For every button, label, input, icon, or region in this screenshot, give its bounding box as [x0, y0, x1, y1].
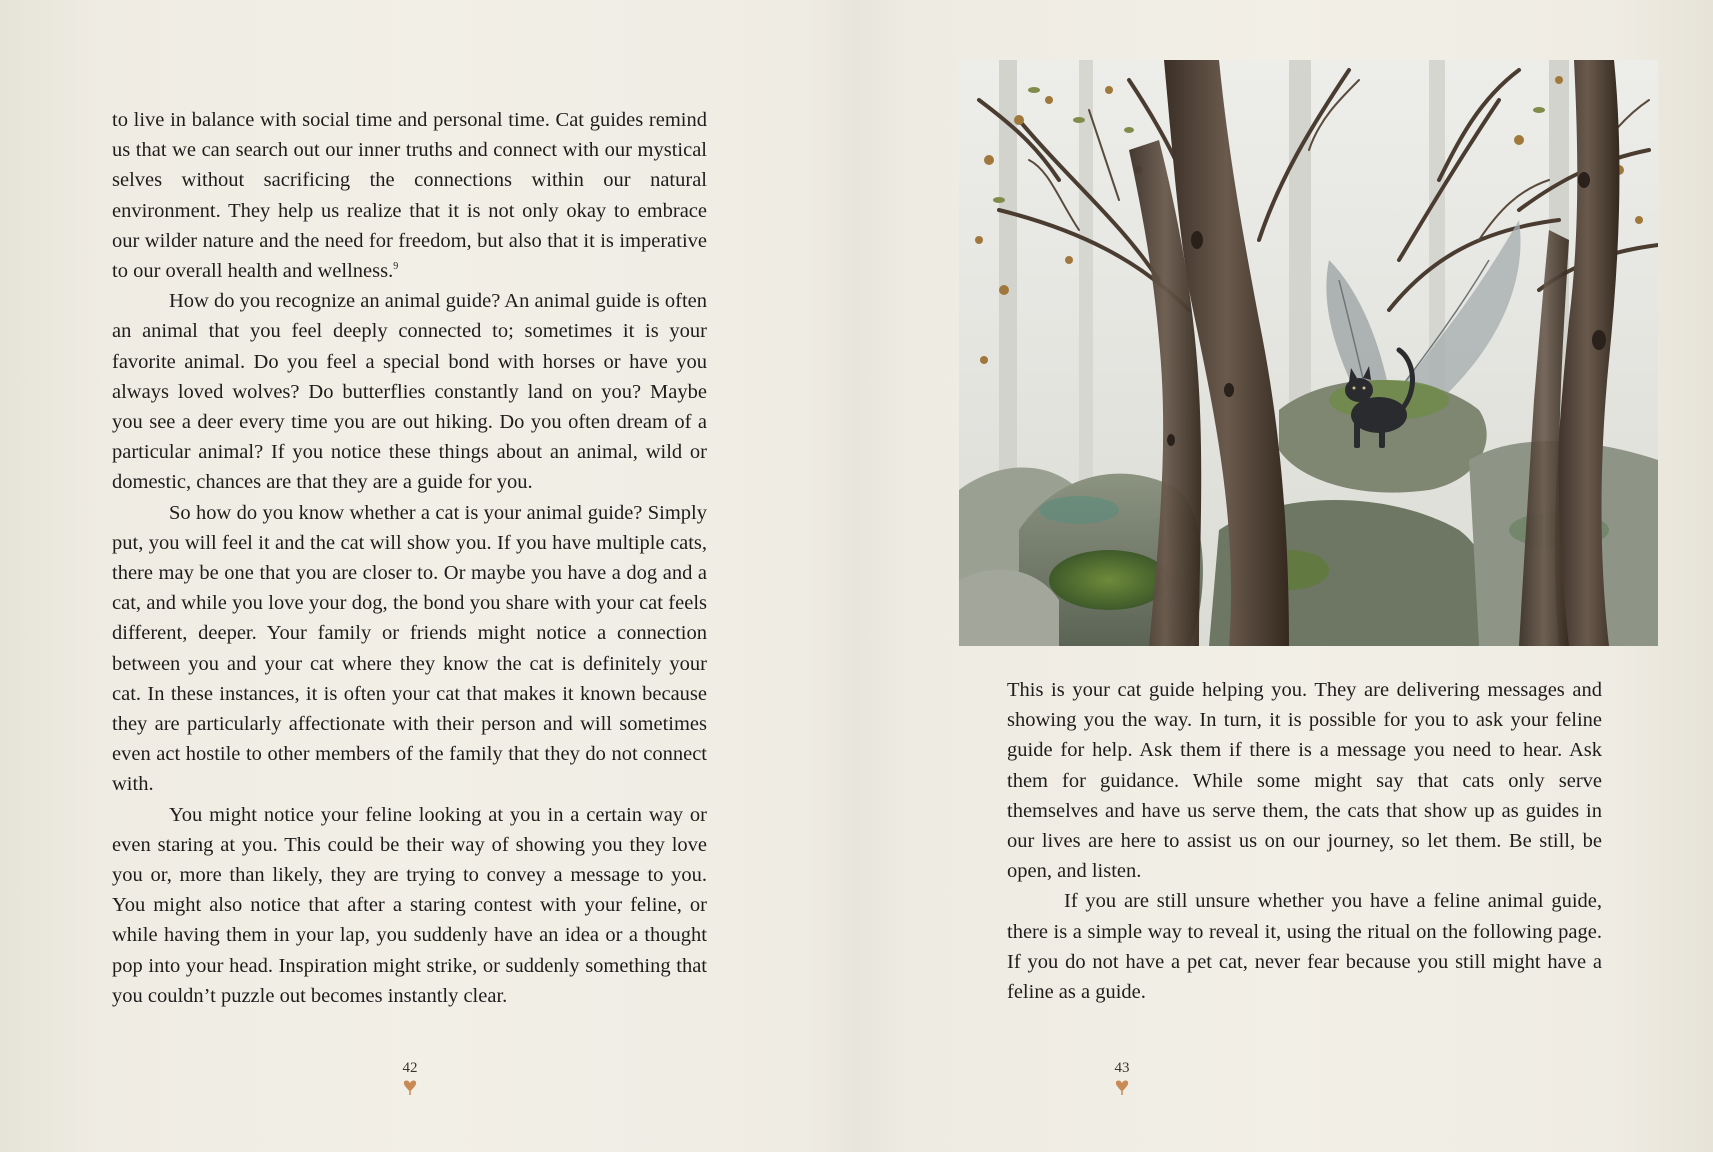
footnote-marker[interactable]: 9 [393, 261, 399, 273]
paragraph [112, 105, 707, 286]
right-page-body [1007, 675, 1602, 1007]
paragraph: How do you recognize an animal guide? An animal guide is often an animal that you feel deeply connected to; sometimes it is your favorite animal. Do you feel a special bond with horses or have you always loved wolves? Do butterflies constantly land on you? Maybe you see a deer every time you are out hiking. Do you often dream of a particular animal? If you notice these things about an animal, wild or domestic, chances are that they are a guide for you. [112, 290, 707, 494]
forest-illustration [959, 60, 1658, 646]
paragraph-text: to live in balance with social time and personal time. Cat guides remind us that we can search out our inner truths and connect with our mystical selves without sacrificing the connections within our natural environment. They help us realize that it is not only okay to embrace our wilder nature and the need for freedom, but also that it is imperative to our overall health and wellness. [112, 109, 707, 283]
paragraph: You might notice your feline looking at you in a certain way or even staring at you. This could be their way of showing you they love you or, more than likely, they are trying to convey a message to you. You might also notice that after a staring contest with your feline, or while having them in your lap, you suddenly have an idea or a thought pop into your head. Inspiration might strike, or suddenly something that you couldn’t puzzle out becomes instantly clear. [112, 803, 707, 1007]
paragraph: So how do you know whether a cat is your animal guide? Simply put, you will feel it and the cat will show you. If you have multiple cats, there may be one that you are closer to. Or maybe you have a dog and a cat, and while you love your dog, the bond you share with your cat feels different, deeper. Your family or friends might notice a connection between you and your cat where they know the cat is definitely your cat. In these instances, it is often your cat that makes it known because they are particularly affectionate with their person and will sometimes even act hostile to other members of the family that they do not connect with. [112, 501, 707, 796]
heart-ornament-icon [1115, 1079, 1129, 1095]
page-number: 42 [402, 1060, 418, 1076]
paragraph: If you are still unsure whether you have a feline animal guide, there is a simple way to reveal it, using the ritual on the following page. If you do not have a pet cat, never fear because you still might have a feline as a guide. [1007, 890, 1602, 1004]
page-number: 43 [1114, 1060, 1130, 1076]
heart-ornament-icon [403, 1079, 417, 1095]
paragraph: This is your cat guide helping you. They are delivering messages and showing you the way. In turn, it is possible for you to ask your feline guide for help. Ask them if there is a message you need to hear. Ask them for guidance. While some might say that cats only serve themselves and have us serve them, the cats that show up as guides in our lives are here to assist us on our journey, so let them. Be still, be open, and listen. [1007, 679, 1602, 883]
page-folio-right [1102, 1060, 1142, 1095]
winged-cat-illustration [959, 60, 1658, 646]
left-page [0, 0, 856, 1152]
page-folio-left [390, 1060, 430, 1095]
right-page [857, 0, 1713, 1152]
left-page-body [112, 105, 707, 1011]
